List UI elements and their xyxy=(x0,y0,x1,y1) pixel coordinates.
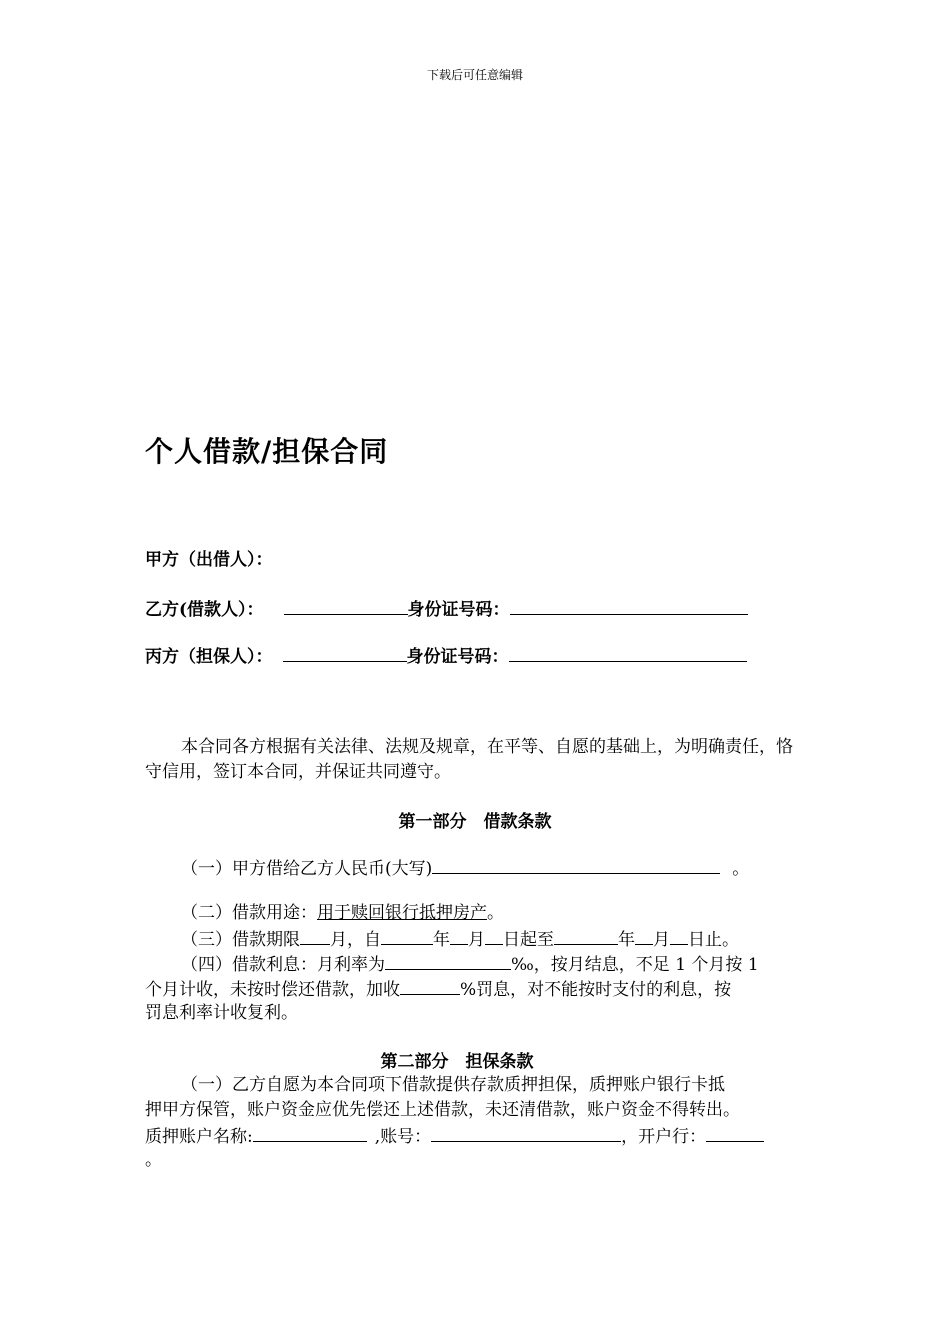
loan-purpose-value: 用于赎回银行抵押房产 xyxy=(317,903,487,923)
term-months-blank[interactable] xyxy=(300,926,330,945)
interest-line-3: 罚息利率计收复利。 xyxy=(145,1003,298,1023)
end-month-blank[interactable] xyxy=(635,926,653,945)
guarantee-line-1: （一）乙方自愿为本合同项下借款提供存款质押担保，质押账户银行卡抵 xyxy=(181,1075,725,1095)
account-number-blank[interactable] xyxy=(431,1123,621,1142)
pledge-end-mark: 。 xyxy=(145,1150,162,1170)
lender-line xyxy=(145,545,273,570)
borrower-name-blank[interactable] xyxy=(284,596,408,615)
preamble: 本合同各方根据有关法律、法规及规章，在平等、自愿的基础上，为明确责任，恪守信用，签订本合同，并保证共同遵守。 xyxy=(145,737,793,782)
pledge-account-line: 质押账户名称: ,账号： ，开户行： xyxy=(145,1123,764,1150)
borrower-id-blank[interactable] xyxy=(510,596,748,615)
interest-line-1: （四）借款利息：月利率为 ‰，按月结息，不足 1 个月按 1 xyxy=(181,951,759,978)
end-day-blank[interactable] xyxy=(670,926,688,945)
lender-label: 甲方（出借人）： xyxy=(145,550,273,570)
part1-heading: 第一部分 借款条款 xyxy=(398,812,552,832)
borrower-id-label: 身份证号码： xyxy=(407,600,510,620)
header-note: 下载后可任意编辑 xyxy=(426,68,523,82)
borrower-line xyxy=(145,595,748,620)
guarantor-name-blank[interactable] xyxy=(283,643,407,662)
loan-purpose-line: （二）借款用途：用于赎回银行抵押房产。 xyxy=(181,903,504,923)
start-year-blank[interactable] xyxy=(381,926,433,945)
end-year-blank[interactable] xyxy=(554,926,618,945)
bank-blank[interactable] xyxy=(706,1123,764,1142)
loan-amount-blank[interactable] xyxy=(432,855,720,874)
monthly-rate-blank[interactable] xyxy=(385,951,511,970)
guarantor-label: 丙方（担保人）： xyxy=(145,647,273,667)
guarantor-line xyxy=(145,642,747,667)
guarantee-line-2: 押甲方保管，账户资金应优先偿还上述借款，未还清借款，账户资金不得转出。 xyxy=(145,1100,740,1120)
account-name-blank[interactable] xyxy=(253,1123,367,1142)
guarantor-id-label: 身份证号码： xyxy=(406,647,509,667)
loan-term-line: （三）借款期限 月，自 年 月 日起至 年 月 日止。 xyxy=(181,926,739,953)
contract-title: 个人借款/担保合同 xyxy=(145,435,389,468)
penalty-rate-blank[interactable] xyxy=(400,976,460,995)
start-day-blank[interactable] xyxy=(485,926,503,945)
guarantor-id-blank[interactable] xyxy=(509,643,747,662)
borrower-label: 乙方(借款人）： xyxy=(145,600,264,620)
part2-heading: 第二部分 担保条款 xyxy=(380,1052,534,1072)
loan-amount-line: （一）甲方借给乙方人民币(大写) 。 xyxy=(181,855,749,882)
start-month-blank[interactable] xyxy=(450,926,468,945)
interest-line-2: 个月计收，未按时偿还借款，加收 %罚息，对不能按时支付的利息，按 xyxy=(145,976,731,1003)
